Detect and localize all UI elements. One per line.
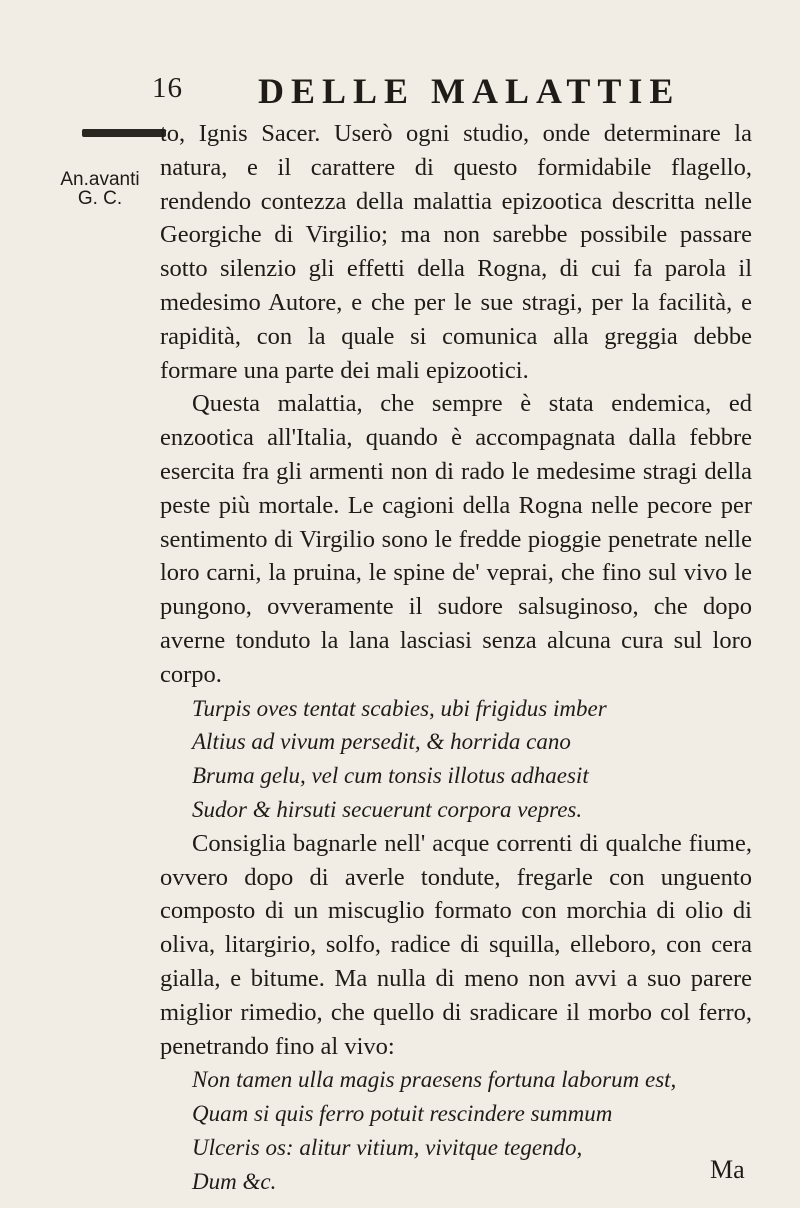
verse-line: Altius ad vivum persedit, & horrida cano (192, 729, 571, 755)
body-text (160, 117, 752, 1199)
page-number: 16 (152, 72, 183, 104)
verse-line: Bruma gelu, vel cum tonsis illotus adhaesit (192, 763, 589, 789)
verse-line: Non tamen ulla magis praesens fortuna laborum est, (192, 1067, 677, 1093)
verse-line: Quam si quis ferro potuit rescindere summum (192, 1101, 613, 1127)
paragraph-1: to, Ignis Sacer. Userò ogni studio, onde determinare la natura, e il carattere di questo formidabile flagello, rendendo contezza della malattia epizootica descritta nelle Georgiche di Virgilio; ma non sarebbe possibile passare sotto silenzio gli effetti della Rogna, di cui fa parola il medesimo Autore, e che per le sue stragi, per la facilità, e rapidità, con la quale si comunica alla greggia debbe formare una parte dei mali epizootici. (160, 120, 752, 384)
catchword: Ma (710, 1155, 745, 1184)
verse-line: Ulceris os: alitur vitium, vivitque tegendo, (192, 1134, 583, 1160)
ink-blot (82, 129, 166, 137)
margin-note-line1: An.avanti (60, 169, 140, 190)
margin-note (60, 170, 140, 208)
paragraph-2: Questa malattia, che sempre è stata endemica, ed enzootica all'Italia, quando è accompagnata dalla febbre esercita fra gli armenti non di rado le medesime stragi della peste più mortale. Le cagioni della Rogna nelle pecore per sentimento di Virgilio sono le fredde pioggie penetrate nelle loro carni, la pruina, le spine de' veprai, che fino sul vivo le pungono, ovveramente il sudore salsuginoso, che dopo averne tonduto la lana lasciasi senza alcuna cura sul loro corpo. (160, 390, 752, 688)
paragraph-3: Consiglia bagnarle nell' acque correnti di qualche fiume, ovvero dopo di averle tondute, fregarle con unguento composto di un miscuglio formato con morchia di olio di oliva, litargirio, solfo, radice di squilla, elleboro, con cera gialla, e bitume. Ma nulla di meno non avvi a suo parere miglior rimedio, che quello di sradicare il morbo col ferro, penetrando fino al vivo: (160, 829, 752, 1060)
verse-quote-1 (160, 692, 752, 827)
page-header (0, 70, 800, 110)
margin-note-line2: G. C. (77, 188, 123, 209)
verse-line: Turpis oves tentat scabies, ubi frigidus imber (192, 695, 607, 721)
verse-line: Dum &c. (192, 1168, 277, 1194)
verse-line: Sudor & hirsuti secuerunt corpora vepres. (192, 796, 583, 822)
running-head: DELLE MALATTIE (258, 71, 681, 111)
verse-quote-2 (160, 1063, 752, 1198)
